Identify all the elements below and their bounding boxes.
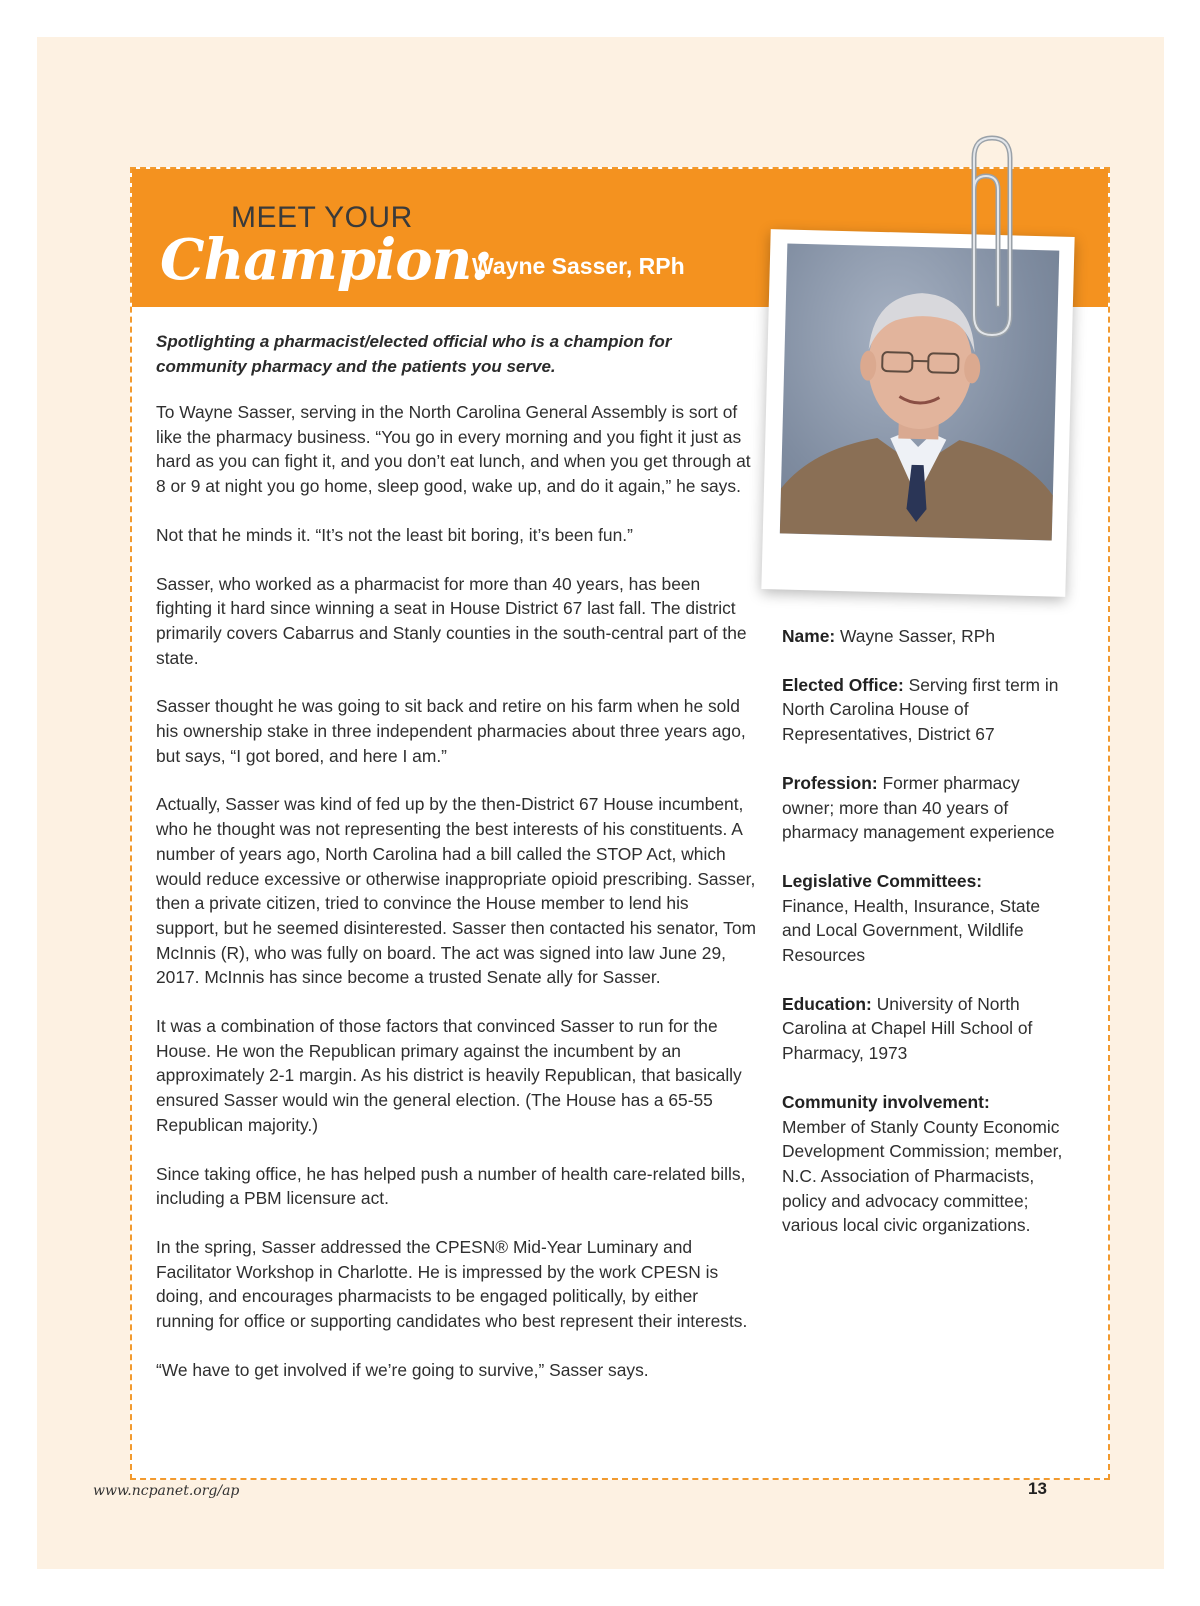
article-paragraph: To Wayne Sasser, serving in the North Carolina General Assembly is sort of like the pharmacy business. “You go in every morning and you fight it just as hard as you can fight it, and you don’t eat lunch, and when you get through at 8 or 9 at night you go home, sleep good, wake up, and do it again,” he says.: [156, 402, 751, 497]
article-paragraph: Sasser, who worked as a pharmacist for more than 40 years, has been fighting it hard since winning a seat in House District 67 last fall. The district primarily covers Cabarrus and Stanly counties in the south-central part of the state.: [156, 573, 747, 668]
profile-value: University of North Carolina at Chapel Hill School of Pharmacy, 1973: [782, 993, 1033, 1064]
article-paragraph: Actually, Sasser was kind of fed up by the then-District 67 House incumbent, who he thought was not representing the best interests of his constituents. A number of years ago, North Carolina had a bill called the STOP Act, which would reduce excessive or otherwise inappropriate opioid prescribing. Sasser, then a private citizen, tried to convince the House member to lend his support, but he seemed disinterested. Sasser then contacted his senator, Tom McInnis (R), who was fully on board. The act was signed into law June 29, 2017. McInnis has since become a trusted Senate ally for Sasser.: [156, 794, 757, 988]
paperclip-icon: [960, 130, 1020, 345]
page-number: 13: [1028, 1479, 1047, 1498]
profile-label: Legislative Committees:: [782, 870, 983, 891]
profile-label: Elected Office:: [782, 674, 904, 695]
article-paragraph: Since taking office, he has helped push a number of health care-related bills, including a PBM licensure act.: [156, 1163, 746, 1209]
profile-label: Profession:: [782, 772, 878, 793]
profile-item: [782, 624, 1072, 649]
profile-value: Finance, Health, Insurance, State and Local Government, Wildlife Resources: [782, 895, 1041, 966]
profile-item: [782, 1090, 1072, 1238]
champion-title: Champion:: [160, 227, 491, 293]
profile-label: Education:: [782, 993, 872, 1014]
profile-item: [782, 992, 1072, 1066]
profile-value: Former pharmacy owner; more than 40 years of pharmacy management experience: [782, 772, 1055, 843]
article-paragraph: It was a combination of those factors that convinced Sasser to run for the House. He won the Republican primary against the incumbent by an approximately 2-1 margin. As his district is heavily Republican, that basically ensured Sasser would win the general election. (The House has a 65-55 Republican majority.): [156, 1016, 742, 1135]
profile-value: Serving first term in North Carolina House of Representatives, District 67: [782, 674, 1059, 745]
kicker-text: MEET YOUR: [231, 201, 413, 234]
profile-sidebar: [782, 624, 1072, 1262]
profile-item: [782, 869, 1072, 968]
profile-label: Name:: [782, 626, 836, 646]
article-body: [156, 400, 756, 1407]
champion-name: Wayne Sasser, RPh: [472, 253, 685, 279]
profile-label: Community involvement:: [782, 1091, 990, 1112]
article-paragraph: In the spring, Sasser addressed the CPESN® Mid-Year Luminary and Facilitator Workshop in Charlotte. He is impressed by the work CPESN is doing, and encourages pharmacists to be engaged politically, by either running for office or supporting candidates who best represent their interests.: [156, 1236, 748, 1332]
profile-value: Member of Stanly County Economic Development Commission; member, N.C. Association of Pharmacists, policy and advocacy committee; various local civic organizations.: [782, 1116, 1063, 1236]
article-paragraph: Sasser thought he was going to sit back and retire on his farm when he sold his ownership stake in three independent pharmacies about three years ago, but says, “I got bored, and here I am.”: [156, 696, 746, 766]
profile-value: Wayne Sasser, RPh: [840, 626, 995, 646]
article-paragraph: Not that he minds it. “It’s not the least bit boring, it’s been fun.”: [156, 524, 633, 545]
profile-item: [782, 673, 1072, 747]
profile-item: [782, 771, 1072, 845]
polaroid-frame: [761, 229, 1074, 597]
article-paragraph: “We have to get involved if we’re going to survive,” Sasser says.: [156, 1359, 649, 1380]
footer-url: www.ncpanet.org/ap: [93, 1483, 240, 1499]
lead-text: Spotlighting a pharmacist/elected official who is a champion for community pharmacy and the patients you serve.: [156, 332, 672, 376]
